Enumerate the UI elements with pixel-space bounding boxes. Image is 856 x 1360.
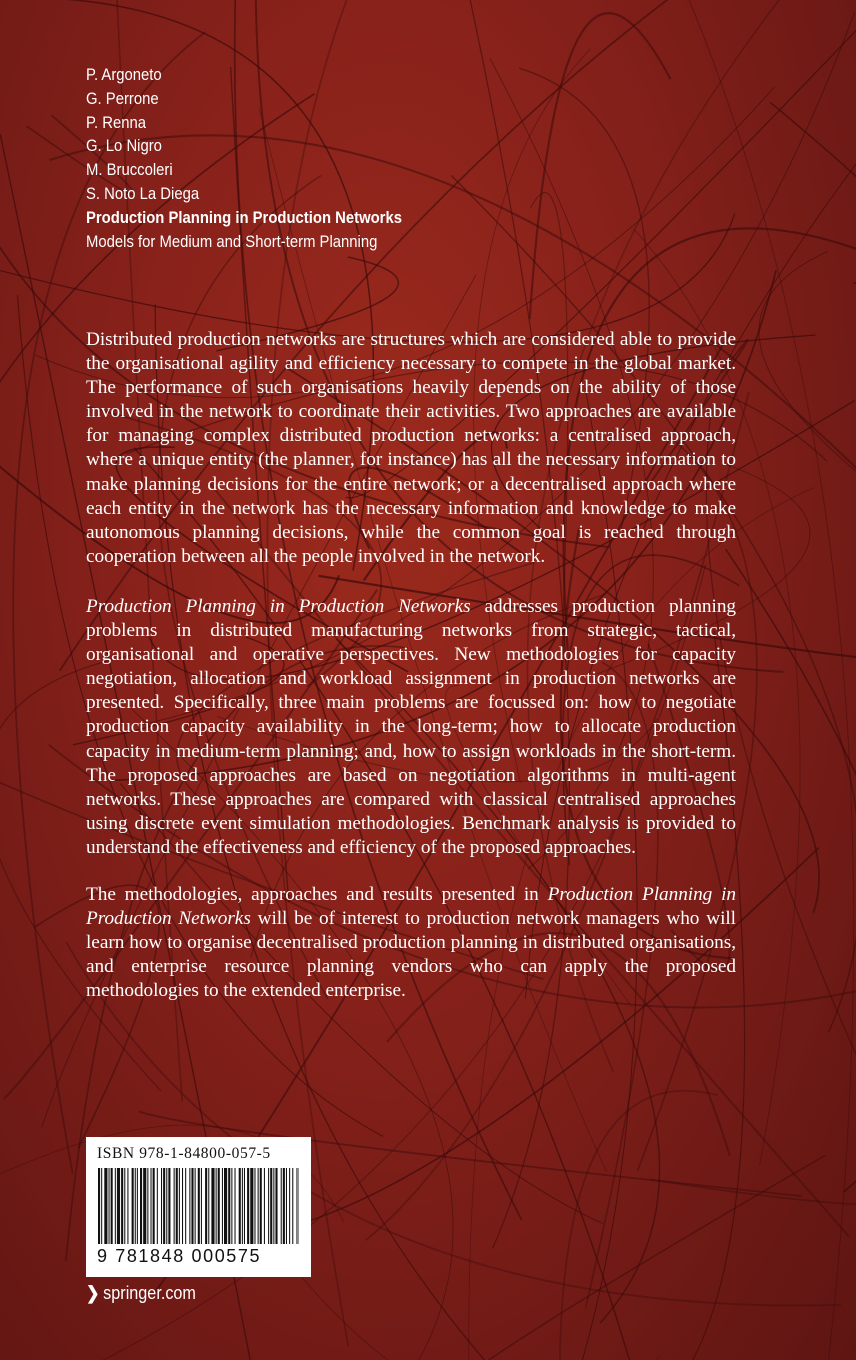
barcode-bar — [189, 1168, 190, 1244]
barcode-bar — [208, 1168, 209, 1244]
barcode-bar — [182, 1168, 183, 1244]
barcode-bar — [195, 1168, 196, 1244]
barcode-bar — [216, 1168, 217, 1244]
chevron-right-icon: ❯ — [86, 1283, 100, 1303]
book-subtitle: Models for Medium and Short-term Planning — [86, 232, 378, 251]
barcode-bar — [224, 1168, 227, 1244]
isbn-label: ISBN 978-1-84800-057-5 — [97, 1145, 271, 1162]
barcode-bar — [250, 1168, 253, 1244]
barcode-bar — [179, 1168, 180, 1244]
barcode-bar — [176, 1168, 178, 1244]
barcode-bar — [270, 1168, 272, 1244]
barcode-bar — [151, 1168, 152, 1244]
barcode-bar — [296, 1168, 297, 1244]
barcode-bar — [153, 1168, 155, 1244]
isbn-barcode-box — [86, 1137, 311, 1277]
barcode-bar — [244, 1168, 245, 1244]
barcode-bar — [98, 1168, 100, 1244]
barcode-bar — [231, 1168, 232, 1244]
barcode-bar — [137, 1168, 138, 1244]
barcode-bar — [218, 1168, 220, 1244]
barcode-bar — [115, 1168, 116, 1244]
blurb-paragraph-2 — [86, 595, 736, 860]
barcode-bar — [168, 1168, 170, 1244]
barcode-digits: 9 781848 000575 — [97, 1246, 262, 1266]
barcode-bar — [205, 1168, 207, 1244]
barcode-bar — [109, 1168, 110, 1244]
barcode-bar — [147, 1168, 148, 1244]
blurb-paragraph-3-start: The methodologies, approaches and results presented in — [86, 883, 548, 905]
barcode-bar — [239, 1168, 241, 1244]
book-title-italic: Production Planning in Production Networks — [86, 883, 737, 930]
barcode-bar — [258, 1168, 259, 1244]
network-line — [560, 1091, 718, 1360]
barcode-bar — [143, 1168, 146, 1244]
author-name: P. Renna — [86, 113, 147, 132]
author-name: P. Argoneto — [86, 66, 162, 84]
barcode-bar — [124, 1168, 125, 1244]
barcode-bar — [247, 1168, 249, 1244]
author-list — [86, 64, 402, 254]
barcode-bar — [281, 1168, 282, 1244]
publisher-link[interactable] — [86, 1283, 196, 1304]
barcode-bar — [121, 1168, 123, 1244]
barcode-bar — [101, 1168, 102, 1244]
author-name: M. Bruccoleri — [86, 161, 173, 180]
barcode-bar — [127, 1168, 128, 1244]
barcode — [98, 1168, 299, 1244]
network-line — [426, 1155, 826, 1360]
blurb-paragraph-2-text: addresses production planning problems in distributed manufacturing networks from strategic, tactical, organisational and operative perspectives. New methodologies for capacity negotiation, allocation and workload assignment in production networks are presented. Specifically, three main problems are focussed on: how to negotiate production capacity availability in the long-term; how to allocate production capacity in medium-term planning; and, how to assign workloads in the short-term. The proposed approaches are based on negotiation algorithms in multi-agent networks. These approaches are compared with classical centralised approaches using discrete event simulation methodologies. Benchmark analysis is provided to understand the effectiveness and efficiency of the proposed approaches. — [86, 595, 737, 858]
network-line — [530, 13, 671, 319]
barcode-bar — [242, 1168, 243, 1244]
barcode-bar — [174, 1168, 175, 1244]
network-line — [770, 102, 856, 301]
barcode-bar — [163, 1168, 165, 1244]
barcode-bar — [111, 1168, 113, 1244]
barcode-bar — [264, 1168, 265, 1244]
back-cover-blurb — [86, 328, 736, 1026]
barcode-bar — [211, 1168, 214, 1244]
barcode-bar — [191, 1168, 193, 1244]
barcode-bar — [268, 1168, 269, 1244]
barcode-bar — [275, 1168, 277, 1244]
barcode-bar — [289, 1168, 290, 1244]
barcode-bar — [260, 1168, 262, 1244]
blurb-paragraph-3-text: will be of interest to production network managers who will learn how to organise decentralised production planning in distributed organisations, and enterprise resource planning vendors who can apply the proposed methodologies to the extended enterprise. — [86, 908, 736, 1002]
network-line — [759, 251, 856, 498]
barcode-bar — [292, 1168, 293, 1244]
author-name: S. Noto La Diega — [86, 184, 200, 203]
barcode-bar — [254, 1168, 255, 1244]
barcode-bar — [286, 1168, 287, 1244]
blurb-paragraph-1: Distributed production networks are structures which are considered able to provide the organisational agility and efficiency necessary to compete in the global market. The performance of such organisations heavily depends on the ability of those involved in the network to coordinate their activities. Two approaches are available for managing complex distributed production networks: a centralised approach, where a unique entity (the planner, for instance) has all the necessary information to make planning decisions for the entire network; or a decentralised approach where each entity in the network has the necessary information and knowledge to make autonomous planning decisions, while the common goal is reached through cooperation between all the people involved in the network. — [86, 329, 736, 567]
barcode-bar — [235, 1168, 236, 1244]
barcode-bar — [273, 1168, 274, 1244]
book-title: Production Planning in Production Networks — [86, 208, 402, 227]
barcode-bar — [104, 1168, 107, 1244]
author-name: G. Lo Nigro — [86, 137, 162, 156]
blurb-paragraph-3 — [86, 883, 736, 1003]
barcode-bar — [132, 1168, 134, 1244]
barcode-bar — [161, 1168, 162, 1244]
network-line — [726, 549, 856, 1192]
book-title-italic: Production Planning in Production Networks — [86, 595, 471, 617]
barcode-bar — [157, 1168, 158, 1244]
barcode-bar — [201, 1168, 202, 1244]
author-name: G. Perrone — [86, 89, 159, 108]
barcode-bar — [185, 1168, 186, 1244]
barcode-bar — [228, 1168, 230, 1244]
barcode-bar — [283, 1168, 285, 1244]
barcode-bar — [135, 1168, 136, 1244]
publisher-url: springer.com — [103, 1283, 196, 1303]
barcode-bar — [117, 1168, 120, 1244]
barcode-bar — [198, 1168, 200, 1244]
barcode-bar — [222, 1168, 223, 1244]
barcode-bar — [140, 1168, 142, 1244]
network-line — [651, 1119, 856, 1206]
barcode-bar — [166, 1168, 167, 1244]
